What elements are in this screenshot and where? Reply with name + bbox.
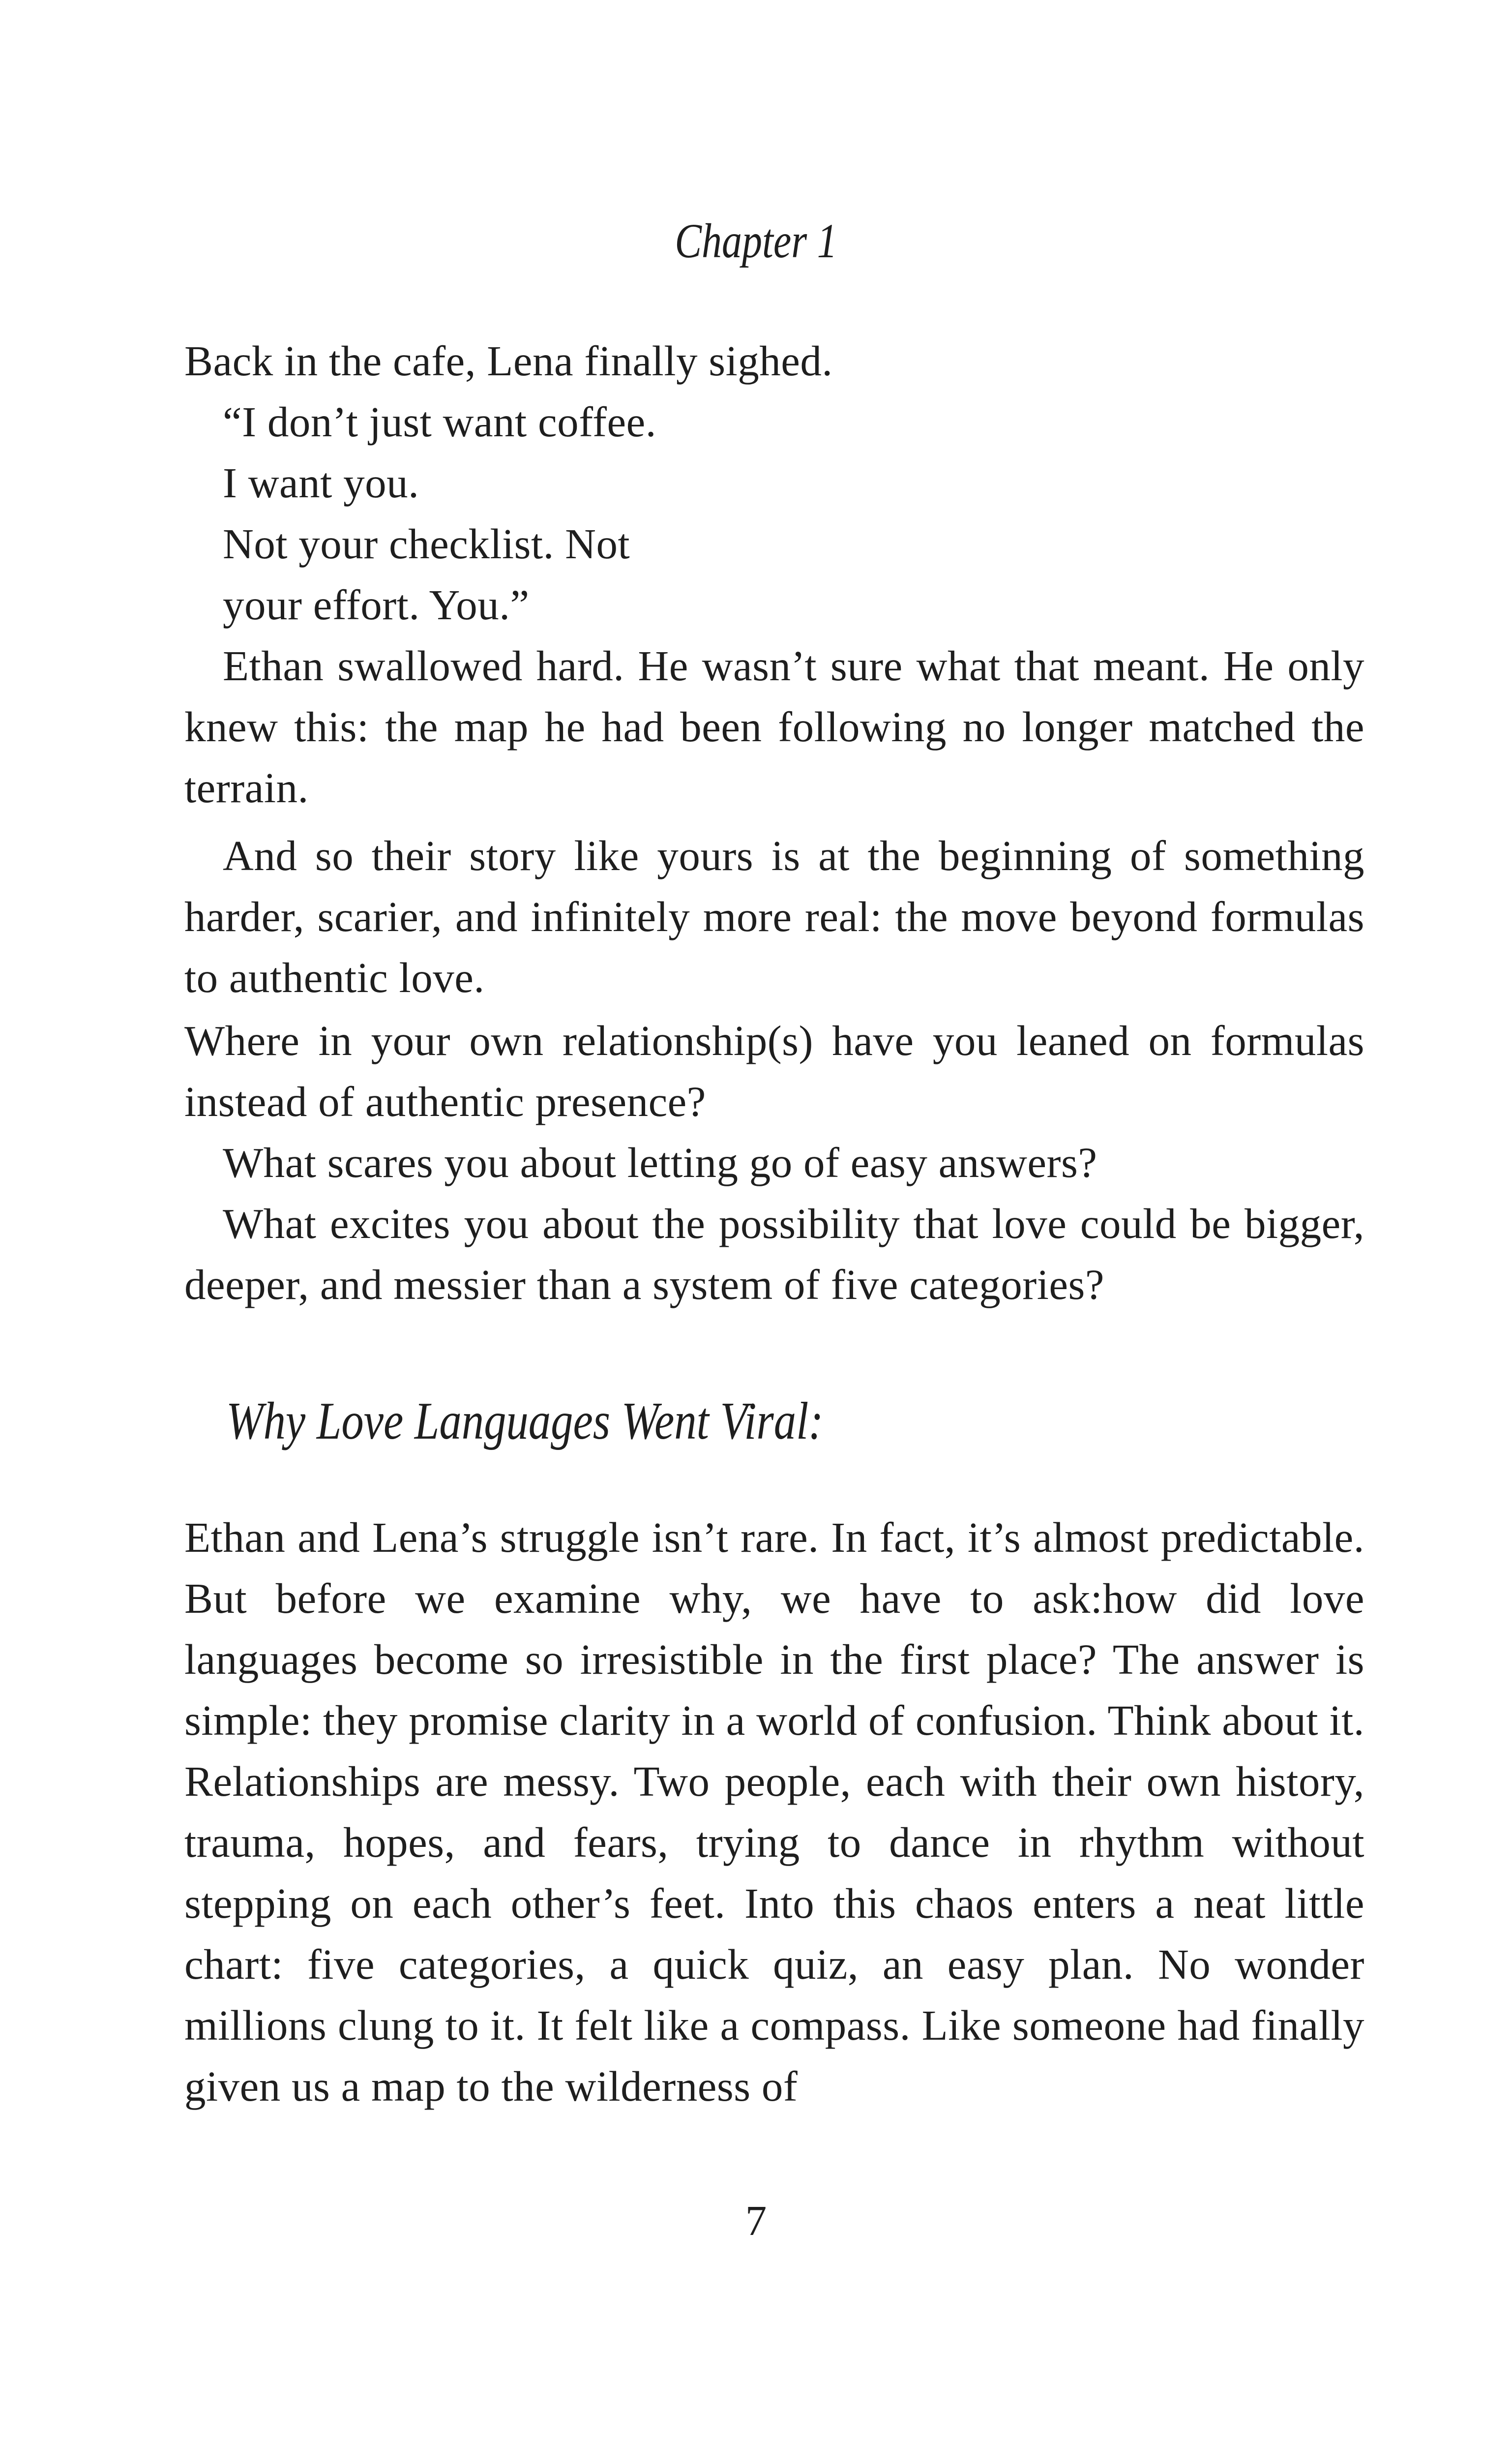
reflection-questions-block — [184, 1010, 1364, 1315]
paragraph-dialogue-checklist: Not your checklist. Not — [223, 520, 630, 568]
page-number: 7 — [745, 2197, 767, 2244]
paragraph-dialogue-coffee: “I don’t just want coffee. — [223, 398, 656, 446]
paragraph-their-story: And so their story like yours is at the beginning of something harder, scarier, and infinitely more real: the move beyond formulas to authentic love. — [184, 832, 1364, 1001]
section-body-block — [184, 1507, 1364, 2117]
paragraph-ethan-swallowed: Ethan swallowed hard. He wasn’t sure what that meant. He only knew this: the map he had been following no longer matched the terrain. — [184, 642, 1364, 812]
paragraph-cafe-sigh: Back in the cafe, Lena finally sighed. — [184, 337, 833, 385]
question-excites: What excites you about the possibility that love could be bigger, deeper, and messier than a system of five categories? — [184, 1200, 1364, 1308]
question-scares: What scares you about letting go of easy answers? — [223, 1139, 1097, 1186]
section-heading: Why Love Languages Went Viral: — [226, 1392, 824, 1450]
paragraph-dialogue-want-you: I want you. — [223, 459, 419, 507]
paragraph-dialogue-effort: your effort. You.” — [223, 581, 530, 629]
opening-text-block — [184, 331, 1364, 1008]
paragraph-why-viral: Ethan and Lena’s struggle isn’t rare. In fact, it’s almost predictable. But before we examine why, we have to ask:how did love languages become so irresistible in the first place? The answer is simple: they promise clarity in a world of confusion. Think about it. Relationships are messy. Two people, each with their own history, trauma, hopes, and fears, trying to dance in rhythm without stepping on each other’s feet. Into this chaos enters a neat little chart: five categories, a quick quiz, an easy plan. No wonder millions clung to it. It felt like a compass. Like someone had finally given us a map to the wilderness of — [184, 1513, 1364, 2110]
question-formulas: Where in your own relationship(s) have you leaned on formulas instead of authentic presence? — [184, 1017, 1364, 1125]
chapter-title: Chapter 1 — [675, 213, 837, 268]
